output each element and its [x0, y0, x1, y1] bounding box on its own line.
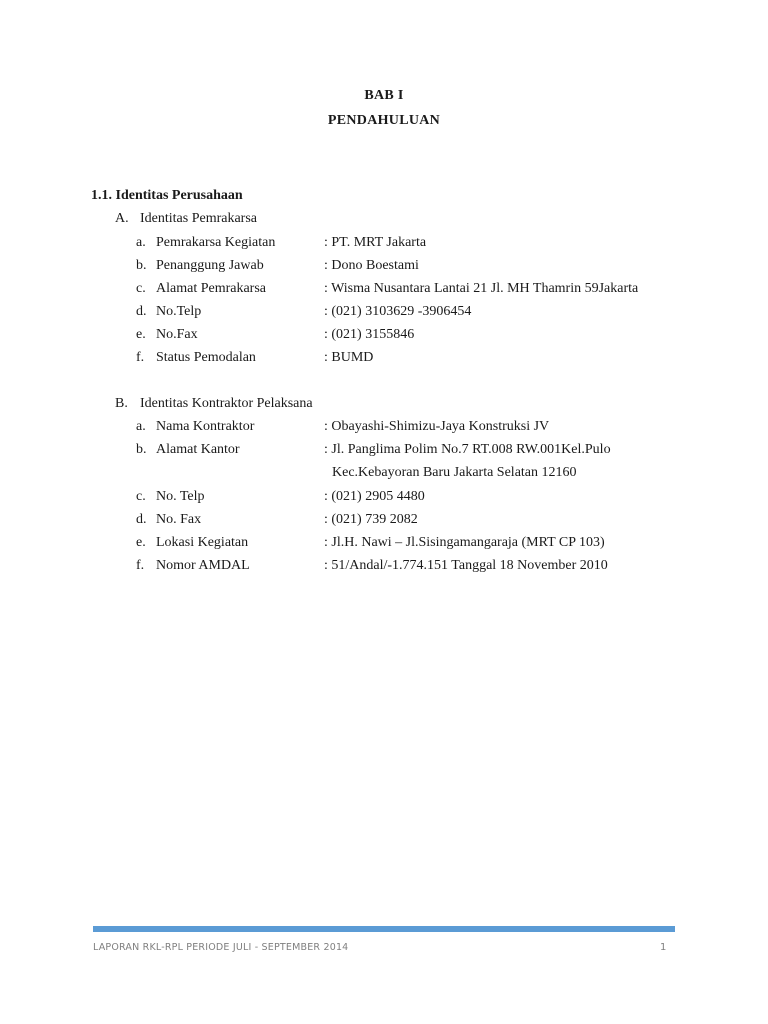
- item-value: : Dono Boestami: [324, 258, 419, 273]
- item-value-continuation: Kec.Kebayoran Baru Jakarta Selatan 12160: [332, 465, 577, 480]
- item-label: Lokasi Kegiatan: [156, 535, 249, 550]
- item-value: : (021) 2905 4480: [324, 489, 425, 504]
- group-b-letter: B.: [115, 396, 128, 411]
- group-b-title: Identitas Kontraktor Pelaksana: [140, 396, 313, 411]
- item-label: Status Pemodalan: [156, 350, 256, 365]
- item-label: No.Telp: [156, 304, 202, 319]
- group-b-header: [115, 396, 313, 412]
- item-value: : Jl. Panglima Polim No.7 RT.008 RW.001Kel.Pulo: [324, 442, 611, 457]
- item-letter: e.: [136, 535, 146, 550]
- item-letter: b.: [136, 258, 147, 273]
- item-letter: f.: [136, 558, 145, 573]
- item-value: : 51/Andal/-1.774.151 Tanggal 18 November 2010: [324, 558, 608, 573]
- item-letter: d.: [136, 512, 147, 527]
- section-title: 1.1. Identitas Perusahaan: [91, 188, 243, 203]
- chapter-title: PENDAHULUAN: [327, 113, 441, 128]
- item-letter: f.: [136, 350, 145, 365]
- item-letter: b.: [136, 442, 147, 457]
- page-number: 1: [660, 942, 667, 953]
- item-value: : Obayashi-Shimizu-Jaya Konstruksi JV: [324, 419, 550, 434]
- item-letter: a.: [136, 235, 146, 250]
- group-a-header: [115, 211, 257, 227]
- item-label: No.Fax: [156, 327, 198, 342]
- item-value: : Wisma Nusantara Lantai 21 Jl. MH Thamrin 59Jakarta: [324, 281, 639, 296]
- item-label: Nomor AMDAL: [156, 558, 250, 573]
- footer-report-title: LAPORAN RKL-RPL PERIODE JULI - SEPTEMBER 2014: [93, 942, 349, 953]
- item-label: No. Fax: [156, 512, 202, 527]
- chapter-number: BAB I: [364, 88, 404, 103]
- item-value: : (021) 3155846: [324, 327, 415, 342]
- item-label: No. Telp: [156, 489, 205, 504]
- item-label: Penanggung Jawab: [156, 258, 264, 273]
- item-value: : (021) 739 2082: [324, 512, 418, 527]
- item-letter: c.: [136, 281, 146, 296]
- item-letter: e.: [136, 327, 146, 342]
- item-letter: d.: [136, 304, 147, 319]
- item-value: : Jl.H. Nawi – Jl.Sisingamangaraja (MRT CP 103): [324, 535, 605, 550]
- item-letter: a.: [136, 419, 146, 434]
- item-label: Alamat Pemrakarsa: [156, 281, 267, 296]
- footer-divider: [93, 926, 675, 932]
- item-letter: c.: [136, 489, 146, 504]
- item-label: Nama Kontraktor: [156, 419, 255, 434]
- group-a-title: Identitas Pemrakarsa: [140, 211, 258, 226]
- group-a-letter: A.: [115, 211, 129, 226]
- item-value: : PT. MRT Jakarta: [324, 235, 427, 250]
- item-label: Alamat Kantor: [156, 442, 240, 457]
- item-value: : BUMD: [324, 350, 374, 365]
- item-value: : (021) 3103629 -3906454: [324, 304, 472, 319]
- item-label: Pemrakarsa Kegiatan: [156, 235, 276, 250]
